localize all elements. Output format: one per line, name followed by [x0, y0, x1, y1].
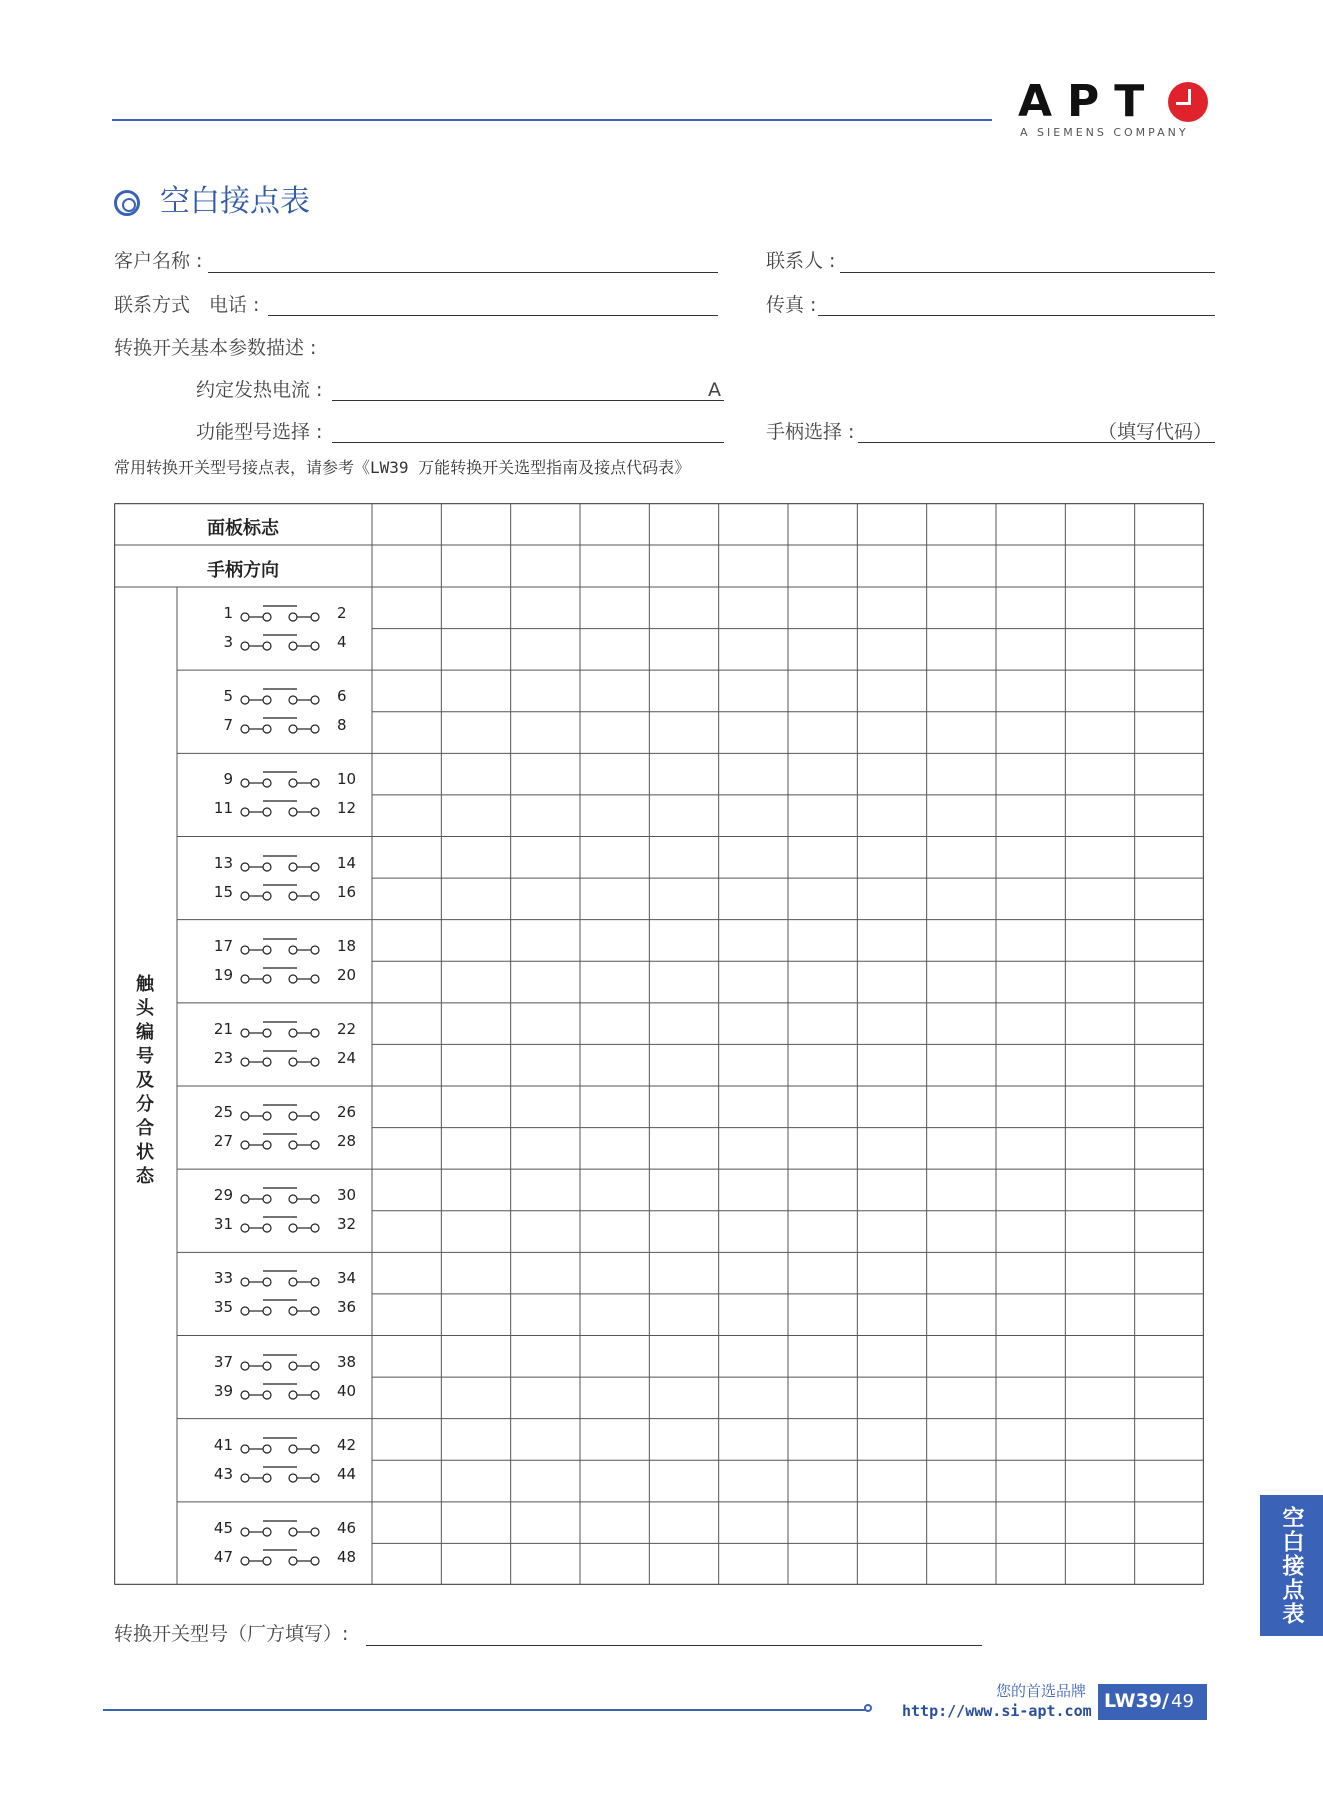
contact-switch-icon [237, 769, 329, 791]
contact-switch-icon [237, 1102, 329, 1124]
logo-mark-icon [1168, 82, 1208, 122]
contact-number-right: 8 [337, 716, 347, 735]
contact-switch-icon [237, 1547, 329, 1569]
contact-pair [205, 1268, 375, 1290]
contact-switch-icon [237, 1185, 329, 1207]
contact-number-left: 7 [223, 716, 233, 735]
contact-switch-icon [237, 1131, 329, 1153]
contact-number-right: 38 [337, 1352, 357, 1371]
contact-number-left: 27 [213, 1132, 233, 1150]
contact-number-left: 45 [213, 1518, 233, 1537]
contact-number-right: 14 [337, 853, 357, 872]
contact-switch-icon [237, 603, 329, 625]
contact-number-left: 19 [213, 965, 233, 984]
contact-pair [205, 1435, 375, 1457]
contact-number-left: 3 [223, 633, 233, 651]
contact-person-label: 联系人 : [766, 250, 836, 272]
contact-number-right: 42 [337, 1435, 357, 1454]
contact-pair [205, 965, 375, 987]
contact-switch-icon [237, 1297, 329, 1319]
footer-dot-icon [864, 1704, 872, 1712]
contact-number-right: 12 [337, 799, 357, 818]
side-label-char: 头 [136, 998, 154, 1019]
contact-pair [205, 769, 375, 791]
contact-pair [205, 1131, 375, 1153]
contact-switch-icon [237, 715, 329, 737]
contact-number-right: 4 [337, 633, 347, 651]
contact-number-left: 23 [213, 1048, 233, 1067]
contact-number-left: 13 [213, 853, 233, 872]
side-label-char: 状 [136, 1142, 154, 1163]
contact-switch-icon [237, 1464, 329, 1486]
contact-pair [205, 632, 375, 654]
contact-number-left: 37 [213, 1352, 233, 1371]
contact-number-right: 40 [337, 1381, 357, 1400]
switch-model-label: 转换开关型号（厂方填写）: [114, 1623, 349, 1645]
contact-switch-icon [237, 1048, 329, 1070]
contact-number-left: 47 [213, 1547, 233, 1566]
rated-current-field[interactable] [332, 400, 724, 401]
contact-number-left: 31 [213, 1215, 233, 1234]
contact-number-right: 48 [337, 1547, 357, 1566]
contact-pair [205, 1464, 375, 1486]
reference-note: 常用转换开关型号接点表，请参考《LW39 万能转换开关选型指南及接点代码表》 [114, 458, 691, 477]
contact-number-left: 15 [213, 882, 233, 901]
side-tab-label: 空白接点表 [1279, 1505, 1304, 1626]
contact-switch-icon [237, 1019, 329, 1041]
current-unit: A [708, 379, 721, 401]
side-label-char: 编 [136, 1022, 154, 1043]
contact-pair [205, 882, 375, 904]
contact-switch-icon [237, 1352, 329, 1374]
contact-number-left: 17 [213, 936, 233, 955]
contact-number-right: 36 [337, 1298, 357, 1317]
contact-number-right: 6 [337, 687, 347, 706]
contact-pair [205, 1297, 375, 1319]
contact-number-left: 25 [213, 1103, 233, 1121]
contact-number-left: 41 [213, 1435, 233, 1454]
contact-state-label [133, 973, 157, 1189]
contact-pair [205, 1019, 375, 1041]
contact-number-right: 30 [337, 1186, 357, 1205]
fax-label: 传真 : [766, 294, 817, 316]
page-title: 空白接点表 [160, 184, 310, 219]
contact-number-right: 10 [337, 770, 357, 789]
contact-switch-icon [237, 882, 329, 904]
contact-number-right: 28 [337, 1132, 357, 1150]
contact-number-right: 22 [337, 1019, 357, 1038]
apt-logo [1018, 76, 1210, 138]
side-label-char: 态 [136, 1166, 154, 1187]
contact-person-field[interactable] [840, 272, 1215, 273]
contact-table [114, 503, 1204, 1585]
contact-number-right: 18 [337, 936, 357, 955]
rated-current-label: 约定发热电流 : [196, 379, 323, 401]
contact-switch-icon [237, 632, 329, 654]
params-desc-label: 转换开关基本参数描述 : [114, 337, 317, 359]
contact-number-left: 21 [213, 1019, 233, 1038]
handle-direction-header: 手柄方向 [207, 560, 279, 581]
contact-number-left: 11 [213, 799, 233, 818]
header-rule [112, 119, 992, 121]
contact-phone-field[interactable] [268, 315, 718, 316]
contact-number-right: 2 [337, 604, 347, 622]
footer-slogan: 您的首选品牌 [996, 1682, 1087, 1700]
contact-pair [205, 798, 375, 820]
table-grid [114, 503, 1204, 1585]
contact-number-left: 39 [213, 1381, 233, 1400]
side-label-char: 及 [136, 1070, 154, 1091]
side-label-char: 号 [136, 1046, 154, 1067]
model-label: LW39/ [1104, 1690, 1169, 1712]
contact-number-right: 34 [337, 1269, 357, 1288]
contact-number-right: 26 [337, 1103, 357, 1121]
contact-switch-icon [237, 853, 329, 875]
contact-pair [205, 1102, 375, 1124]
function-model-field[interactable] [332, 442, 724, 443]
contact-number-right: 20 [337, 965, 357, 984]
contact-switch-icon [237, 686, 329, 708]
customer-name-field[interactable] [208, 272, 718, 273]
side-label-char: 触 [136, 974, 154, 995]
contact-switch-icon [237, 1518, 329, 1540]
customer-name-label: 客户名称 : [114, 250, 203, 272]
contact-pair [205, 1547, 375, 1569]
contact-pair [205, 1185, 375, 1207]
logo-text: APT [1018, 76, 1160, 127]
logo-subtitle: A SIEMENS COMPANY [1020, 126, 1189, 139]
contact-pair [205, 715, 375, 737]
contact-pair [205, 1048, 375, 1070]
contact-number-left: 35 [213, 1298, 233, 1317]
fax-field[interactable] [818, 315, 1215, 316]
contact-switch-icon [237, 1435, 329, 1457]
page-number: 49 [1171, 1691, 1194, 1712]
contact-number-left: 1 [223, 604, 233, 622]
contact-number-right: 46 [337, 1518, 357, 1537]
contact-pair [205, 1518, 375, 1540]
contact-pair [205, 603, 375, 625]
fill-code-hint: （填写代码） [1098, 421, 1213, 443]
section-side-tab[interactable] [1260, 1495, 1323, 1636]
contact-number-left: 5 [223, 687, 233, 706]
contact-number-left: 9 [223, 770, 233, 789]
contact-pair [205, 1352, 375, 1374]
contact-number-left: 29 [213, 1186, 233, 1205]
contact-number-right: 24 [337, 1048, 357, 1067]
side-label-char: 分 [136, 1094, 154, 1115]
contact-number-left: 33 [213, 1269, 233, 1288]
handle-select-label: 手柄选择 : [766, 421, 855, 443]
contact-switch-icon [237, 1214, 329, 1236]
contact-pair [205, 1214, 375, 1236]
contact-number-right: 44 [337, 1464, 357, 1483]
function-model-label: 功能型号选择 : [196, 421, 323, 443]
side-label-char: 合 [136, 1118, 154, 1139]
contact-number-right: 32 [337, 1215, 357, 1234]
panel-mark-header: 面板标志 [207, 518, 279, 539]
contact-number-right: 16 [337, 882, 357, 901]
contact-pair [205, 853, 375, 875]
contact-switch-icon [237, 936, 329, 958]
contact-switch-icon [237, 1268, 329, 1290]
contact-number-left: 43 [213, 1464, 233, 1483]
footer-rule [103, 1709, 865, 1711]
footer-url[interactable]: http://www.si-apt.com [902, 1702, 1092, 1720]
contact-phone-label: 联系方式 电话 : [114, 294, 260, 316]
contact-pair [205, 686, 375, 708]
switch-model-field[interactable] [366, 1645, 982, 1646]
contact-pair [205, 936, 375, 958]
contact-pair [205, 1381, 375, 1403]
title-bullet-icon [114, 190, 140, 216]
contact-switch-icon [237, 965, 329, 987]
contact-switch-icon [237, 798, 329, 820]
page-badge [1098, 1684, 1207, 1720]
contact-switch-icon [237, 1381, 329, 1403]
